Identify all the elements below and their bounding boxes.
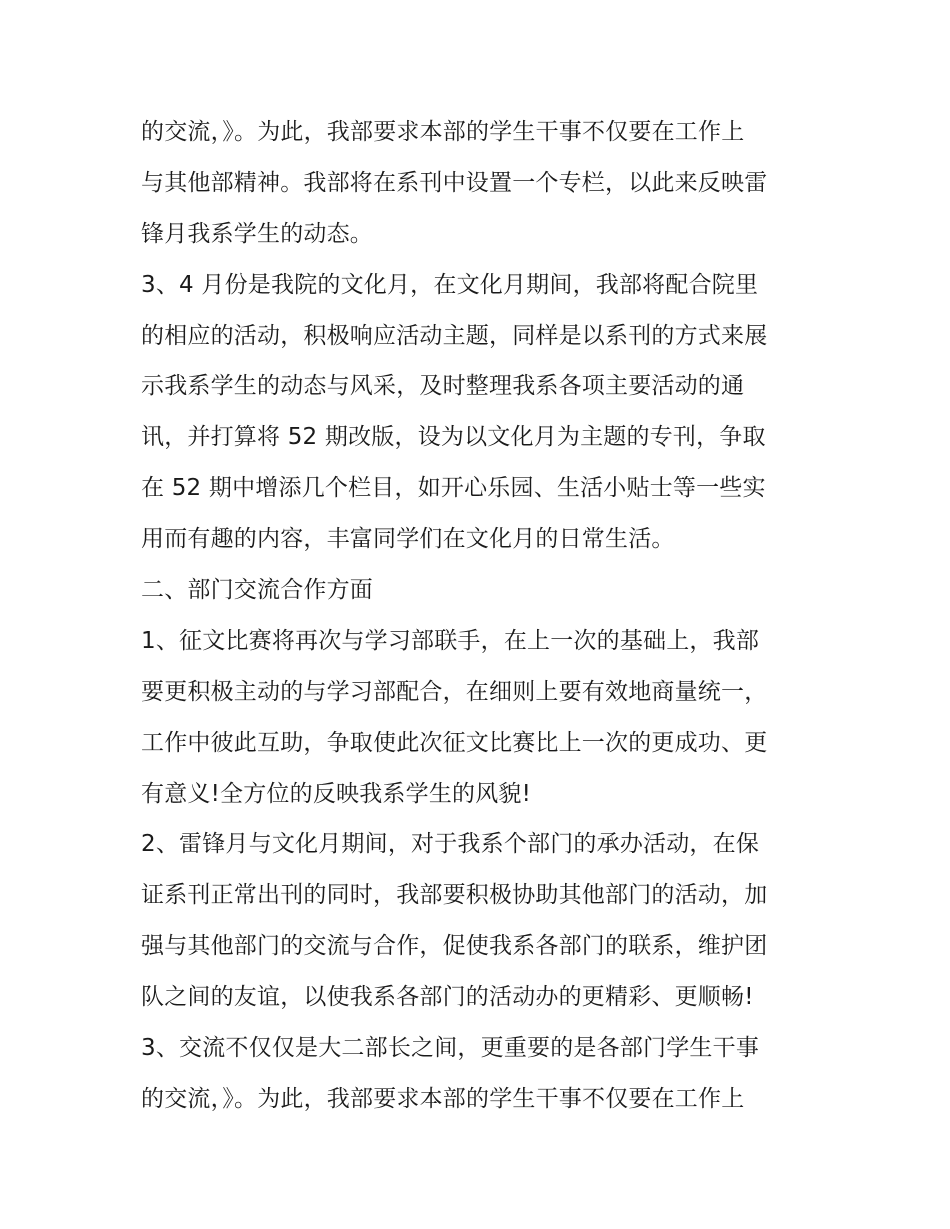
text-line: 示我系学生的动态与风采，及时整理我系各项主要活动的通 <box>141 373 745 400</box>
text-line: 锋月我系学生的动态。 <box>141 220 373 247</box>
text-line: 在 52 期中增添几个栏目，如开心乐园、生活小贴士等一些实 <box>141 475 766 502</box>
document-body <box>141 107 821 1125</box>
text-line: 强与其他部门的交流与合作，促使我系各部门的联系，维护团 <box>141 933 768 960</box>
text-line: 讯，并打算将 52 期改版，设为以文化月为主题的专刊，争取 <box>141 424 766 451</box>
text-line: 证系刊正常出刊的同时，我部要积极协助其他部门的活动，加 <box>141 882 768 909</box>
text-line: 3、交流不仅仅是大二部长之间，更重要的是各部门学生干事 <box>141 1035 760 1062</box>
text-line: 的交流，》。为此，我部要求本部的学生干事不仅要在工作上 <box>141 119 745 145</box>
text-line: 3、4 月份是我院的文化月，在文化月期间，我部将配合院里 <box>141 271 759 298</box>
text-line: 与其他部精神。我部将在系刊中设置一个专栏，以此来反映雷 <box>141 169 768 196</box>
text-line: 用而有趣的内容，丰富同学们在文化月的日常生活。 <box>141 526 675 553</box>
text-line: 有意义!全方位的反映我系学生的风貌! <box>141 780 532 807</box>
text-line: 的交流，》。为此，我部要求本部的学生干事不仅要在工作上 <box>141 1085 745 1112</box>
text-line: 的相应的活动，积极响应活动主题，同样是以系刊的方式来展 <box>141 322 768 349</box>
text-line: 2、雷锋月与文化月期间，对于我系个部门的承办活动，在保 <box>141 831 760 858</box>
text-line: 工作中彼此互助，争取使此次征文比赛比上一次的更成功、更 <box>141 729 768 756</box>
section-heading: 二、部门交流合作方面 <box>141 577 373 604</box>
text-line: 队之间的友谊，以使我系各部门的活动办的更精彩、更顺畅! <box>141 984 754 1011</box>
text-line: 要更积极主动的与学习部配合，在细则上要有效地商量统一， <box>141 678 768 705</box>
text-line: 1、征文比赛将再次与学习部联手，在上一次的基础上，我部 <box>141 627 760 654</box>
